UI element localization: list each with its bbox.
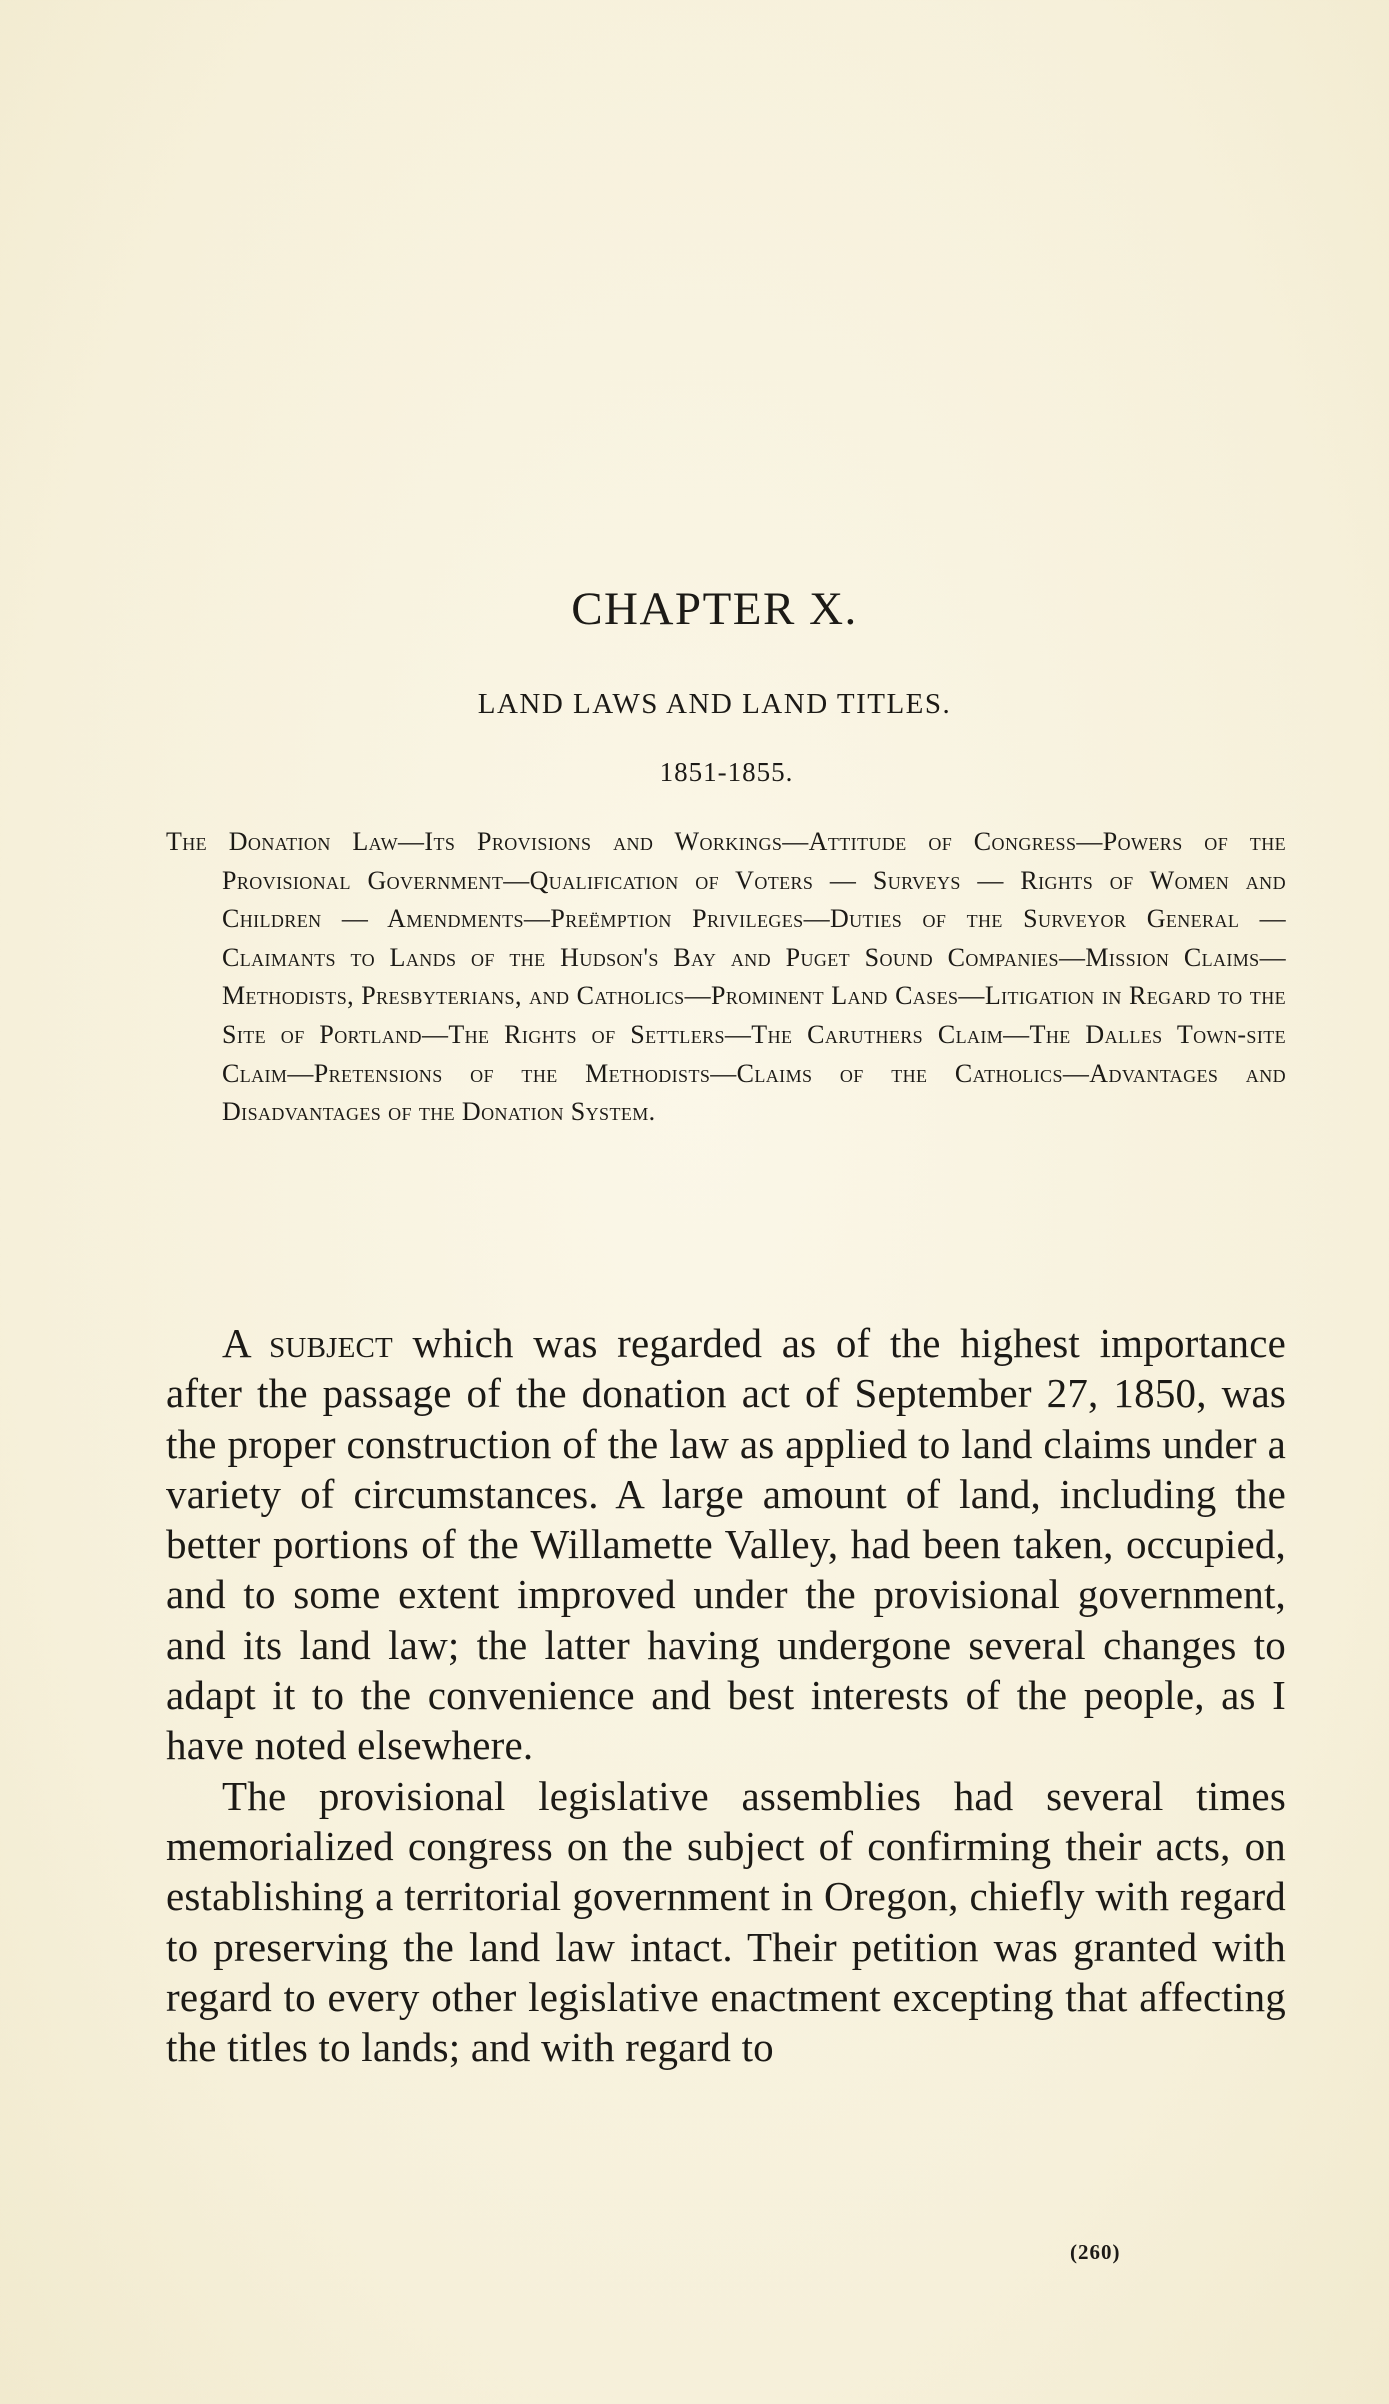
chapter-dates: 1851-1855. — [659, 757, 794, 787]
paragraph-1-text: which was regarded as of the highest importance after the passage of the donation act of September 27, 1850, was the proper construction of the law as applied to land claims under a variety of circumstances. A large amount of land, including the better portions of the Willamette Valley, had been taken, occupied, and to some extent improved under the provisional government, and its land law; the latter having undergone several changes to adapt it to the convenience and best interests of the people, as I have noted elsewhere. — [166, 1320, 1286, 1769]
page-number: (260) — [1070, 2240, 1121, 2264]
paragraph-1 — [166, 1318, 1286, 1771]
chapter-subtitle: LAND LAWS AND LAND TITLES. — [477, 688, 952, 720]
paragraph-2: The provisional legislative assemblies had several times memorialized congress on the subject of confirming their acts, on establishing a territorial government in Oregon, chiefly with regard to preserving the land law intact. Their petition was granted with regard to every other legislative enactment excepting that affecting the titles to lands; and with regard to — [166, 1772, 1286, 2071]
chapter-title: CHAPTER X. — [571, 583, 858, 635]
paragraph-1-opening: A subject — [222, 1320, 393, 1366]
body-text — [166, 1318, 1286, 2072]
chapter-synopsis: The Donation Law—Its Provisions and Workings—Attitude of Congress—Powers of the Provisional Government—Qualification of Voters — Surveys — Rights of Women and Children — Amendments—Preëmption Privileges—Duties of the Surveyor General —Claimants to Lands of the Hudson's Bay and Puget Sound Companies—Mission Claims—Methodists, Presbyterians, and Catholics—Prominent Land Cases—Litigation in Regard to the Site of Portland—The Rights of Settlers—The Caruthers Claim—The Dalles Town-site Claim—Pretensions of the Methodists—Claims of the Catholics—Advantages and Disadvantages of the Donation System. — [166, 827, 1286, 1127]
